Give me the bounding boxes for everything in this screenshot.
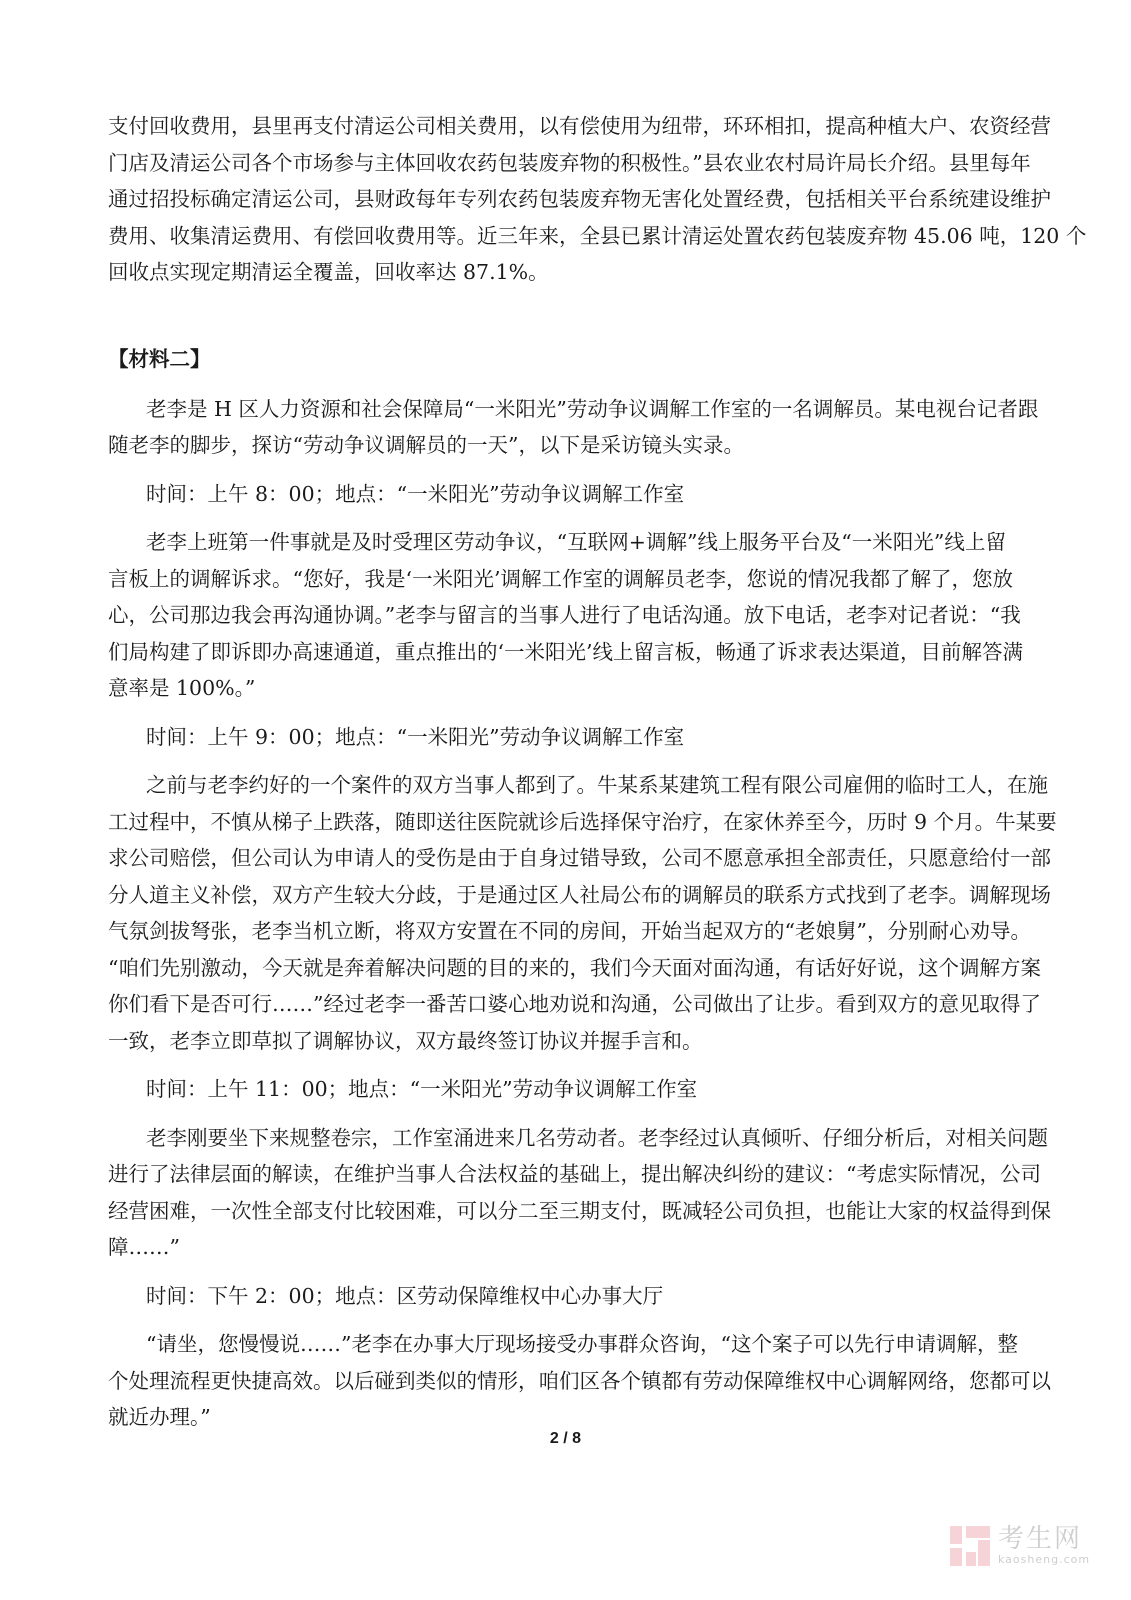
text-line: 个处理流程更快捷高效。以后碰到类似的情形，咱们区各个镇都有劳动保障维权中心调解网络，您都可以	[108, 1368, 1051, 1393]
text-line: 意率是 100%。”	[108, 676, 256, 700]
paragraph	[108, 108, 1087, 291]
paragraph	[108, 524, 1024, 707]
watermark-cn: 考生网	[998, 1524, 1083, 1554]
text-line: 工过程中，不慎从梯子上跌落，随即送往医院就诊后选择保守治疗，在家休养至今，历时 9 个月。牛某要	[108, 809, 1057, 834]
text-line: 时间：上午 8：00；地点：“一米阳光”劳动争议调解工作室	[146, 481, 685, 506]
text-line: 进行了法律层面的解读，在维护当事人合法权益的基础上，提出解决纠纷的建议：“考虑实际情况，公司	[108, 1162, 1041, 1186]
text-line: 之前与老李约好的一个案件的双方当事人都到了。牛某系某建筑工程有限公司雇佣的临时工人，在施	[146, 773, 1048, 797]
text-line: 通过招投标确定清运公司，县财政每年专列农药包装废弃物无害化处置经费，包括相关平台系统建设维护	[108, 187, 1051, 211]
text-line: 支付回收费用，县里再支付清运公司相关费用，以有偿使用为纽带，环环相扣，提高种植大户、农资经营	[108, 114, 1051, 138]
document-body	[108, 108, 1087, 1448]
text-line: 分人道主义补偿，双方产生较大分歧，于是通过区人社局公布的调解员的联系方式找到了老李。调解现场	[108, 882, 1051, 907]
paragraph	[108, 1071, 1006, 1108]
text-line: 一致，老李立即草拟了调解协议，双方最终签订协议并握手言和。	[108, 1028, 703, 1053]
text-line: 回收点实现定期清运全覆盖，回收率达 87.1%。	[108, 260, 549, 284]
paragraph	[108, 1326, 1051, 1436]
kaosheng-logo-icon	[950, 1526, 990, 1566]
paragraph	[108, 391, 1039, 464]
text-line: 老李刚要坐下来规整卷宗，工作室涌进来几名劳动者。老李经过认真倾听、仔细分析后，对相关问题	[146, 1125, 1048, 1150]
paragraph	[108, 767, 1057, 1059]
text-line: “咱们先别激动，今天就是奔着解决问题的目的来的，我们今天面对面沟通，有话好好说，这个调解方案	[108, 955, 1041, 980]
paragraph-list	[108, 391, 1057, 1436]
text-line: “请坐，您慢慢说……”老李在办事大厅现场接受办事群众咨询，“这个案子可以先行申请调解，整	[146, 1332, 1018, 1356]
watermark-logo	[950, 1525, 1090, 1566]
text-line: 气氛剑拔弩张，老李当机立断，将双方安置在不同的房间，开始当起双方的“老娘舅”，分别耐心劝导。	[108, 919, 1031, 943]
watermark-en: kaosheng.com	[998, 1553, 1091, 1566]
text-line: 随老李的脚步，探访“劳动争议调解员的一天”，以下是采访镜头实录。	[108, 433, 744, 457]
text-line: 时间：上午 9：00；地点：“一米阳光”劳动争议调解工作室	[146, 724, 685, 749]
paragraph	[108, 1278, 1006, 1315]
page-number: 2 / 8	[549, 1430, 582, 1447]
text-line: 经营困难，一次性全部支付比较困难，可以分二至三期支付，既减轻公司负担，也能让大家的权益得到保	[108, 1198, 1051, 1223]
text-line: 心，公司那边我会再沟通协调。”老李与留言的当事人进行了电话沟通。放下电话，老李对记者说：“我	[108, 603, 1021, 627]
paragraph	[108, 719, 1006, 756]
text-line: 时间：下午 2：00；地点：区劳动保障维权中心办事大厅	[146, 1283, 664, 1308]
text-line: 老李是 H 区人力资源和社会保障局“一米阳光”劳动争议调解工作室的一名调解员。某电视台记者跟	[146, 396, 1039, 421]
text-line: 就近办理。”	[108, 1405, 211, 1429]
text-line: 老李上班第一件事就是及时受理区劳动争议，“互联网+调解”线上服务平台及“一米阳光”线上留	[146, 530, 1006, 554]
text-line: 门店及清运公司各个市场参与主体回收农药包装废弃物的积极性。”县农业农村局许局长介绍。县里每年	[108, 150, 1031, 175]
section-heading: 【材料二】	[108, 346, 211, 371]
paragraph	[108, 1120, 1051, 1266]
paragraph	[108, 476, 1006, 513]
text-line: 费用、收集清运费用、有偿回收费用等。近三年来，全县已累计清运处置农药包装废弃物 45.06 吨，120 个	[108, 223, 1087, 248]
text-line: 你们看下是否可行……”经过老李一番苦口婆心地劝说和沟通，公司做出了让步。看到双方的意见取得了	[108, 992, 1041, 1016]
text-line: 时间：上午 11：00；地点：“一米阳光”劳动争议调解工作室	[146, 1077, 698, 1101]
text-line: 求公司赔偿，但公司认为申请人的受伤是由于自身过错导致，公司不愿意承担全部责任，只愿意给付一部	[108, 846, 1051, 870]
text-line: 言板上的调解诉求。“您好，我是‘一米阳光’调解工作室的调解员老李，您说的情况我都了解了，您放	[108, 566, 1014, 591]
text-line: 障……”	[108, 1235, 180, 1259]
text-line: 们局构建了即诉即办高速通道，重点推出的‘一米阳光’线上留言板，畅通了诉求表达渠道，目前解答满	[108, 639, 1024, 664]
